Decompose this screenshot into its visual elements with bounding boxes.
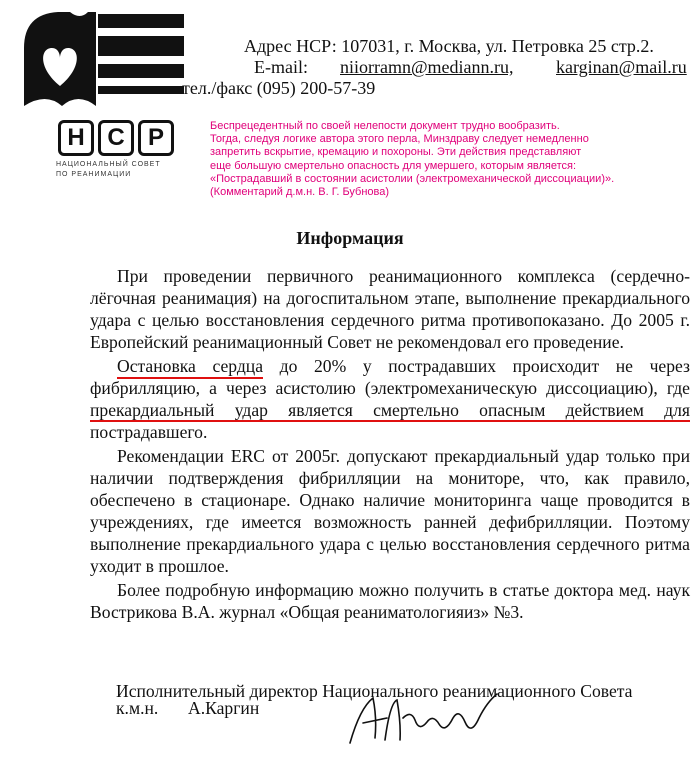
hcp-letters <box>58 120 174 156</box>
paragraph-2-end: пострадавшего. <box>90 422 208 442</box>
highlight-cardiac-arrest: Остановка сердца <box>117 356 263 379</box>
org-name: НАЦИОНАЛЬНЫЙ СОВЕТ ПО РЕАНИМАЦИИ <box>56 161 161 178</box>
paragraph-2-text: до 20% у пострадавших происходит не через фибрилляцию, а через асистолию (электромеханическую диссоциацию), где <box>90 356 690 398</box>
handwritten-signature <box>345 688 505 753</box>
comment-line: Беспрецедентный по своей нелепости документ трудно вообразить. <box>210 120 560 132</box>
paragraph-4: Более подробную информацию можно получить в статье доктора мед. наук Вострикова В.А. журнал «Общая реаниматологияиз» №3. <box>90 580 690 622</box>
paragraph-3: Рекомендации ERC от 2005г. допускают прекардиальный удар только при наличии подтверждения фибрилляции на мониторе, что, как правило, обеспечено в стационаре. Однако наличие мониторинга чаще проводится в учреждениях, где имеется возможность ранней дефибрилляции. Поэтому выполнение прекардиального удара с целью восстановления сердечного ритма уходит в прошлое. <box>90 446 690 576</box>
logo-bar-2 <box>98 36 184 56</box>
hcp-letter-s: С <box>98 120 134 156</box>
nsr-logo <box>18 8 186 108</box>
comment-line: еще большую смертельно опасность для умершего, которым является: <box>210 159 577 172</box>
comment-line: запретить вскрытие, кремацию и похороны. Эти действия представляют <box>210 146 582 159</box>
comment-line: (Комментарий д.м.н. В. Г. Бубнова) <box>210 186 390 199</box>
logo-bar-4 <box>98 86 184 94</box>
comment-line: «Пострадавший в состоянии асистолии (электромеханической диссоциации)». <box>210 172 615 185</box>
comment-line: Тогда, следуя логике автора этого перла, Минздраву следует немедленно <box>210 133 589 146</box>
signatory-degree: к.м.н. <box>116 698 159 718</box>
hcp-letter-n: Н <box>58 120 94 156</box>
highlight-precordial-thump: прекардиальный удар является смертельно опасным действием для <box>90 400 690 420</box>
paragraph-1: При проведении первичного реанимационного комплекса (сердечно-лёгочная реанимация) на догоспитальном этапе, выполнение прекардиального удара с целью восстановления сердечного ритма противопоказано. До 2005 г. Европейский реанимационный Совет не рекомендовал его проведение. <box>90 266 690 352</box>
signatory-title: Исполнительный директор Национального реанимационного Совета <box>116 681 633 701</box>
document-title: Информация <box>296 228 404 248</box>
address: Адрес НСР: 107031, г. Москва, ул. Петровка 25 стр.2. <box>244 36 654 56</box>
paragraph-2 <box>90 355 690 443</box>
email-link-1[interactable]: niiorramn@mediann.ru, <box>340 57 514 77</box>
phone: тел./факс (095) 200-57-39 <box>182 78 376 98</box>
commentary <box>210 120 680 199</box>
logo-bar-1 <box>98 14 184 28</box>
email-link-2[interactable]: karginan@mail.ru <box>556 57 687 77</box>
hcp-letter-r: Р <box>138 120 174 156</box>
signatory-name: А.Каргин <box>188 698 260 718</box>
email-label: E-mail: <box>254 57 308 77</box>
logo-bar-3 <box>98 64 184 78</box>
document-body <box>90 265 690 625</box>
